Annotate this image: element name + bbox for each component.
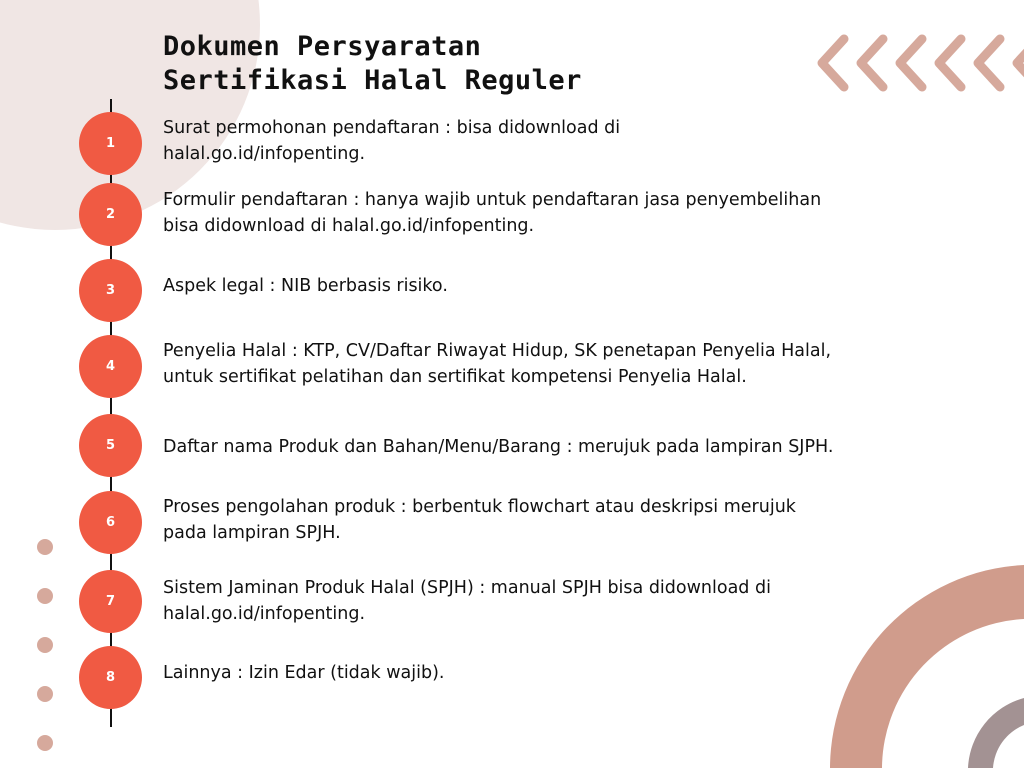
step-number-badge: 4 bbox=[79, 335, 142, 398]
step-number-badge: 7 bbox=[79, 570, 142, 633]
step-description-line: Formulir pendaftaran : hanya wajib untuk pendaftaran jasa penyembelihan bbox=[163, 190, 822, 210]
step-description bbox=[163, 274, 933, 300]
page-title-line-1: Dokumen Persyaratan bbox=[163, 31, 482, 62]
step-description bbox=[163, 188, 933, 239]
decorative-dots bbox=[37, 539, 53, 784]
page-title-line-2: Sertifikasi Halal Reguler bbox=[163, 65, 582, 96]
step-description bbox=[163, 661, 933, 687]
chevron-left-icon bbox=[1017, 39, 1024, 87]
step-description bbox=[163, 435, 933, 461]
decorative-arc-inner bbox=[968, 698, 1024, 768]
step-description-line: Lainnya : Izin Edar (tidak wajib). bbox=[163, 663, 445, 683]
decorative-dot bbox=[37, 588, 53, 604]
decorative-dot bbox=[37, 686, 53, 702]
step-number-badge: 3 bbox=[79, 259, 142, 322]
step-description-line: halal.go.id/infopenting. bbox=[163, 143, 366, 164]
chevron-left-icon bbox=[822, 39, 844, 87]
decorative-dot bbox=[37, 637, 53, 653]
step-description-line: Proses pengolahan produk : berbentuk flowchart atau deskripsi merujuk bbox=[163, 497, 796, 517]
decorative-dot bbox=[37, 735, 53, 751]
step-description-line: untuk sertifikat pelatihan dan sertifikat kompetensi Penyelia Halal. bbox=[163, 366, 747, 387]
step-description-line: Sistem Jaminan Produk Halal (SPJH) : manual SPJH bisa didownload di bbox=[163, 578, 771, 598]
step-number-badge: 8 bbox=[79, 646, 142, 709]
chevron-left-decoration-icon bbox=[816, 34, 1024, 92]
step-number-badge: 6 bbox=[79, 491, 142, 554]
step-description-line: Penyelia Halal : KTP, CV/Daftar Riwayat Hidup, SK penetapan Penyelia Halal, bbox=[163, 341, 832, 361]
chevron-left-icon bbox=[900, 39, 922, 87]
step-description bbox=[163, 116, 933, 167]
step-description bbox=[163, 495, 933, 546]
step-number-badge: 1 bbox=[79, 112, 142, 175]
step-number-badge: 2 bbox=[79, 183, 142, 246]
step-description-line: halal.go.id/infopenting. bbox=[163, 603, 366, 624]
step-description bbox=[163, 339, 933, 390]
page-title bbox=[163, 30, 582, 98]
chevron-left-icon bbox=[939, 39, 961, 87]
step-description-line: Daftar nama Produk dan Bahan/Menu/Barang : merujuk pada lampiran SJPH. bbox=[163, 437, 834, 457]
chevron-left-icon bbox=[978, 39, 1000, 87]
step-description-line: Aspek legal : NIB berbasis risiko. bbox=[163, 276, 448, 296]
step-description-line: pada lampiran SPJH. bbox=[163, 522, 341, 543]
chevron-left-icon bbox=[861, 39, 883, 87]
step-description-line: bisa didownload di halal.go.id/infopenting. bbox=[163, 215, 535, 236]
step-number-badge: 5 bbox=[79, 414, 142, 477]
step-description-line: Surat permohonan pendaftaran : bisa didownload di bbox=[163, 118, 621, 138]
decorative-dot bbox=[37, 539, 53, 555]
step-description bbox=[163, 576, 933, 627]
